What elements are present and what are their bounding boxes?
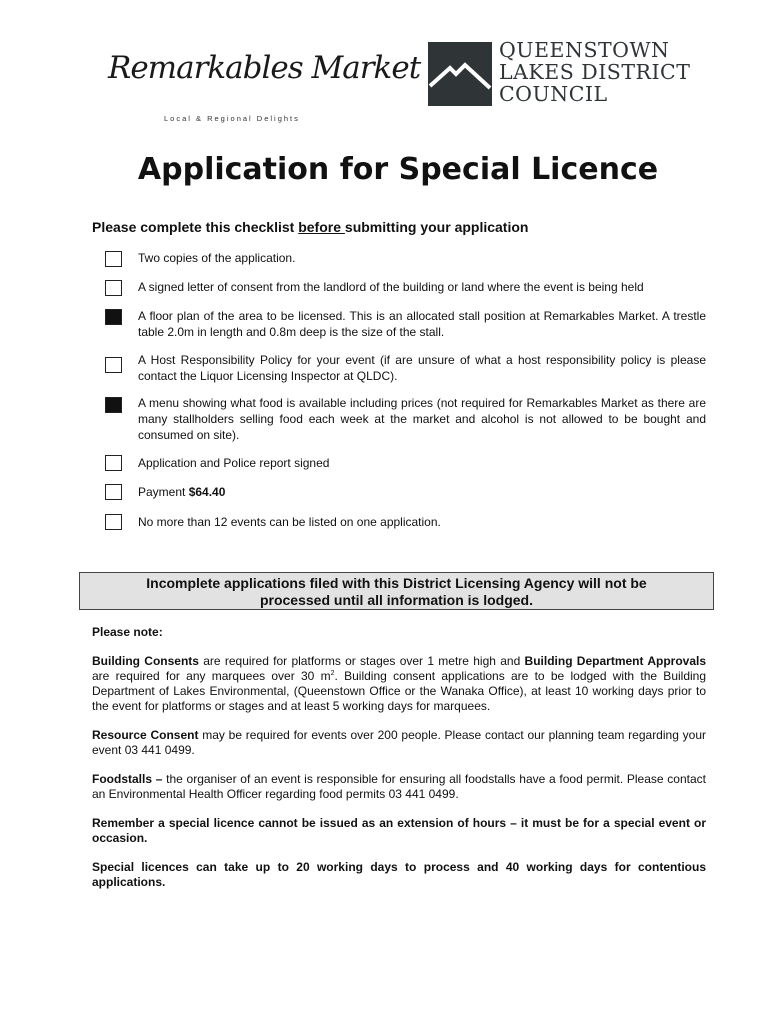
checklist-item-text: A Host Responsibility Policy for your event (if are unsure of what a host responsibility policy is please contact the Liquor Licensing Inspector at QLDC). (138, 353, 706, 383)
processing-time-note: Special licences can take up to 20 working days to process and 40 working days for contentious applications. (92, 860, 706, 889)
checklist-checkbox[interactable] (105, 455, 122, 471)
council-logo (428, 38, 698, 108)
council-name-line2: LAKES DISTRICT (499, 60, 691, 84)
building-note-text3: . Building consent applications are to be lodged with the Building Department of Lakes Environmental, (Queenstown Office or the Wanaka Office), at least 10 working days prior to the event for platforms or stages and at least 5 working days for marquees. (92, 669, 707, 713)
building-note-text1: are required for platforms or stages over 1 metre high and (198, 654, 525, 668)
checklist-heading-post: submitting your application (344, 219, 529, 235)
checklist-checkbox[interactable] (105, 357, 122, 373)
market-tagline: Local & Regional Delights (164, 114, 300, 123)
building-consents-note (92, 654, 706, 714)
foodstalls-note (92, 772, 706, 802)
notice-line1: Incomplete applications filed with this District Licensing Agency will not be (146, 575, 647, 591)
special-licence-reminder: Remember a special licence cannot be issued as an extension of hours – it must be for a special event or occasion. (92, 816, 706, 845)
resource-consent-text: may be required for events over 200 people. Please contact our planning team regarding your event 03 441 0499. (92, 728, 706, 757)
notice-line2: processed until all information is lodged. (259, 592, 534, 608)
building-approvals-label: Building Department Approvals (524, 654, 707, 668)
checklist-checkbox[interactable] (105, 309, 122, 325)
checklist-checkbox[interactable] (105, 484, 122, 500)
resource-consent-note (92, 728, 706, 758)
checklist-item-text: Application and Police report signed (138, 456, 330, 470)
page-header (0, 0, 770, 140)
checklist-checkbox[interactable] (105, 280, 122, 296)
checklist-item-text: No more than 12 events can be listed on one application. (138, 515, 441, 529)
council-name-line3: COUNCIL (499, 82, 608, 106)
foodstalls-label: Foodstalls – (92, 772, 163, 786)
payment-amount: $64.40 (188, 485, 226, 499)
building-note-text2: are required for any marquees over 30 m (92, 669, 331, 683)
checklist-checkbox[interactable] (105, 514, 122, 530)
squared-superscript: 2 (330, 670, 335, 677)
checklist-item-text: A floor plan of the area to be licensed. This is an allocated stall position at Remarkables Market. A trestle table 2.0m in length and 0.8m deep is the size of the stall. (138, 309, 706, 339)
checklist-item-text: A signed letter of consent from the landlord of the building or land where the event is being held (138, 280, 644, 294)
checklist-heading-pre: Please complete this checklist (92, 219, 299, 235)
market-logo-text: Remarkables Market (108, 50, 421, 86)
checklist-checkbox[interactable] (105, 251, 122, 267)
please-note-heading: Please note: (92, 625, 163, 639)
payment-label: Payment (138, 485, 189, 499)
incomplete-applications-notice (79, 572, 714, 610)
remarkables-market-logo (108, 50, 421, 130)
checklist-item-text: Two copies of the application. (138, 251, 296, 265)
foodstalls-text: the organiser of an event is responsible for ensuring all foodstalls have a food permit. Please contact an Environmental Health Officer regarding food permits 03 441 0499. (92, 772, 706, 801)
council-name (499, 39, 690, 105)
building-consents-label: Building Consents (92, 654, 199, 668)
mountain-icon (428, 42, 492, 106)
checklist-heading (92, 219, 528, 235)
council-name-line1: QUEENSTOWN (499, 38, 670, 62)
page-title: Application for Special Licence (137, 152, 659, 187)
resource-consent-label: Resource Consent (92, 728, 199, 742)
checklist-item-text: A menu showing what food is available including prices (not required for Remarkables Market as there are many stallholders selling food each week at the market and alcohol is not allowed to be bought and consumed on site). (138, 396, 706, 442)
checklist-heading-underlined: before (298, 219, 345, 235)
checklist-item-text (138, 484, 706, 500)
checklist-checkbox[interactable] (105, 397, 122, 413)
